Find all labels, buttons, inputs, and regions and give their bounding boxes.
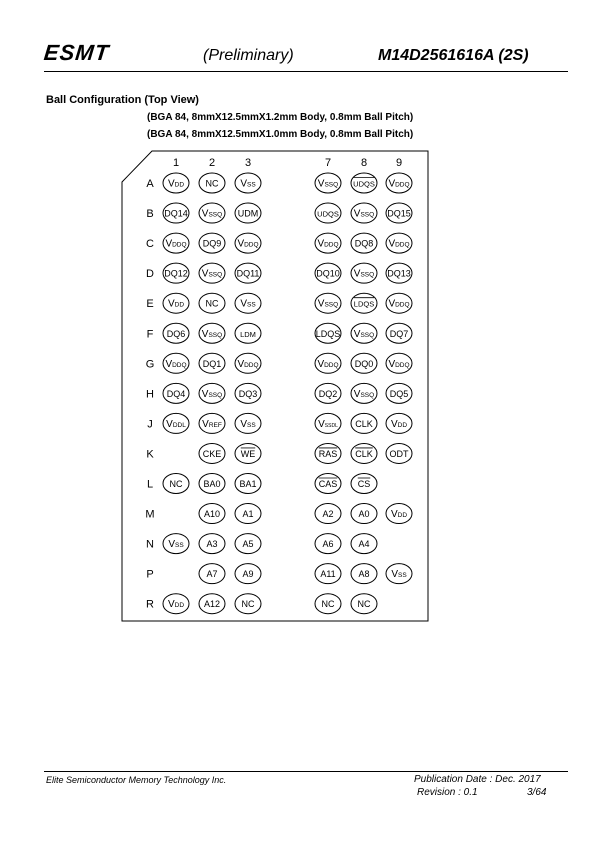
ball-C3	[235, 233, 261, 253]
ball-signal: VDDQ	[165, 238, 187, 250]
ball-L3	[235, 474, 261, 494]
ball-signal: CAS	[318, 479, 338, 489]
ball-signal: VSSQ	[201, 388, 223, 400]
ball-R8	[351, 594, 377, 614]
ball-G8	[351, 353, 377, 373]
ball-signal: VSSQ	[353, 388, 375, 400]
ball-signal: VDDL	[166, 418, 186, 430]
ball-signal: A3	[206, 539, 218, 550]
ball-signal: WE	[240, 448, 256, 459]
ball-signal: CLK	[355, 448, 373, 459]
ball-signal: LDM	[240, 329, 256, 339]
ball-H8	[351, 383, 377, 403]
ball-signal: VDDQ	[165, 358, 187, 370]
row-label: R	[146, 598, 154, 611]
ball-B7	[315, 203, 341, 223]
ball-signal: VDD	[167, 178, 185, 190]
ball-signal: NC	[169, 479, 183, 489]
ball-signal: DQ10	[316, 268, 340, 279]
column-label: 9	[395, 157, 403, 169]
ball-signal: NC	[241, 599, 255, 610]
column-label: 2	[208, 157, 216, 169]
ball-M2	[199, 504, 225, 524]
row-label: B	[146, 208, 154, 221]
ball-K9	[386, 443, 412, 463]
ball-G9	[386, 353, 412, 373]
ball-B1	[163, 203, 189, 223]
ball-signal: VDDQ	[388, 178, 410, 190]
ball-signal: UDM	[237, 208, 259, 219]
ball-H9	[386, 383, 412, 403]
ball-D8	[351, 263, 377, 283]
ball-R3	[235, 594, 261, 614]
brand-logo: ESMT	[42, 40, 111, 65]
column-label: 8	[360, 157, 368, 169]
ball-G2	[199, 353, 225, 373]
ball-signal: DQ8	[354, 238, 374, 249]
ball-L7	[315, 474, 341, 494]
ball-P3	[235, 564, 261, 584]
ball-R1	[163, 594, 189, 614]
ball-signal: A11	[320, 569, 336, 580]
ball-signal: VSS	[240, 178, 256, 190]
ball-E3	[235, 293, 261, 313]
ball-signal: VDDQ	[317, 238, 339, 250]
ball-signal: NC	[321, 599, 335, 610]
ball-signal: UDQS	[353, 179, 375, 189]
row-label: E	[146, 298, 154, 311]
ball-E9	[386, 293, 412, 313]
ball-signal: A12	[203, 599, 221, 610]
ball-signal: DQ7	[389, 328, 409, 339]
ball-N2	[199, 534, 225, 554]
revision: Revision : 0.1	[417, 787, 478, 798]
row-label: D	[146, 268, 154, 281]
ball-A1	[163, 173, 189, 193]
ball-signal: DQ15	[387, 208, 411, 219]
ball-signal: A0	[358, 509, 370, 520]
package-line-2: (BGA 84, 8mmX12.5mmX1.0mm Body, 0.8mm Ball Pitch)	[147, 129, 414, 140]
ball-signal: A6	[322, 539, 334, 550]
ball-signal: VSSQ	[317, 178, 339, 190]
ball-L1	[163, 474, 189, 494]
ball-R2	[199, 594, 225, 614]
document-status: (Preliminary)	[203, 47, 294, 64]
ball-R7	[315, 594, 341, 614]
ball-P2	[199, 564, 225, 584]
ball-C8	[351, 233, 377, 253]
ball-signal: CLK	[355, 418, 373, 429]
ball-B2	[199, 203, 225, 223]
ball-signal: VSSQ	[353, 208, 375, 220]
ball-signal: VSS	[168, 539, 184, 551]
package-line-1: (BGA 84, 8mmX12.5mmX1.2mm Body, 0.8mm Ball Pitch)	[147, 112, 414, 123]
ball-M7	[315, 504, 341, 524]
ball-signal: A5	[242, 539, 254, 550]
publication-date: Publication Date : Dec. 2017	[414, 774, 541, 785]
column-label: 1	[172, 157, 180, 169]
row-label: L	[146, 478, 154, 491]
ball-G1	[163, 353, 189, 373]
row-label: M	[145, 508, 155, 521]
row-label: K	[146, 448, 154, 461]
ball-K2	[199, 443, 225, 463]
ball-F1	[163, 323, 189, 343]
ball-signal: VDDQ	[237, 238, 259, 250]
ball-L2	[199, 474, 225, 494]
ball-F3	[235, 323, 261, 343]
ball-signal: VSSQ	[201, 328, 223, 340]
page-number: 3/64	[527, 787, 547, 798]
ball-signal: DQ2	[318, 388, 338, 399]
footer-rule	[44, 771, 568, 772]
part-number: M14D2561616A (2S)	[378, 47, 529, 64]
ball-signal: VDD	[390, 509, 408, 521]
ball-L8	[351, 474, 377, 494]
ball-K7	[315, 443, 341, 463]
ball-K8	[351, 443, 377, 463]
ball-signal: VSSQ	[201, 268, 223, 280]
ball-signal: NC	[205, 298, 219, 309]
ball-signal: CKE	[202, 448, 222, 459]
ball-signal: VSSQ	[353, 268, 375, 280]
ball-signal: DQ4	[166, 388, 186, 399]
ball-D7	[315, 263, 341, 283]
ball-signal: ODT	[389, 448, 409, 459]
company-name: Elite Semiconductor Memory Technology Inc.	[46, 775, 227, 785]
ball-signal: VSSDL	[318, 418, 338, 430]
ball-F8	[351, 323, 377, 343]
ball-signal: DQ6	[166, 328, 186, 339]
ball-signal: DQ3	[238, 388, 258, 399]
ball-B3	[235, 203, 261, 223]
ball-signal: DQ11	[236, 268, 260, 279]
ball-D2	[199, 263, 225, 283]
ball-A9	[386, 173, 412, 193]
ball-signal: VDD	[167, 298, 185, 310]
ball-C9	[386, 233, 412, 253]
ball-M3	[235, 504, 261, 524]
ball-C2	[199, 233, 225, 253]
ball-signal: VSSQ	[201, 208, 223, 220]
ball-signal: A2	[322, 509, 334, 520]
ball-N8	[351, 534, 377, 554]
ball-signal: A7	[206, 569, 218, 580]
ball-H2	[199, 383, 225, 403]
ball-J3	[235, 413, 261, 433]
ball-signal: VDDQ	[388, 298, 410, 310]
ball-P8	[351, 564, 377, 584]
ball-signal: DQ12	[164, 268, 188, 279]
ball-N7	[315, 534, 341, 554]
ball-signal: VDD	[390, 418, 408, 430]
ball-J7	[315, 413, 341, 433]
row-label: H	[146, 388, 154, 401]
ball-K3	[235, 443, 261, 463]
row-label: J	[147, 418, 153, 431]
ball-signal: VSS	[240, 418, 256, 430]
ball-B9	[386, 203, 412, 223]
ball-signal: LDQS	[315, 328, 341, 339]
ball-M9	[386, 504, 412, 524]
ball-signal: LDQS	[353, 299, 375, 309]
ball-signal: VDDQ	[388, 358, 410, 370]
ball-J8	[351, 413, 377, 433]
ball-signal: VREF	[202, 418, 222, 430]
column-label: 7	[324, 157, 332, 169]
ball-D9	[386, 263, 412, 283]
ball-P7	[315, 564, 341, 584]
ball-P9	[386, 564, 412, 584]
ball-B8	[351, 203, 377, 223]
ball-M8	[351, 504, 377, 524]
ball-signal: A10	[203, 509, 221, 520]
ball-signal: A1	[242, 509, 254, 520]
ball-H7	[315, 383, 341, 403]
ball-signal: BA0	[203, 479, 221, 489]
ball-A2	[199, 173, 225, 193]
ball-signal: VSSQ	[317, 298, 339, 310]
ball-signal: DQ14	[164, 208, 188, 219]
ball-J2	[199, 413, 225, 433]
row-label: N	[146, 538, 154, 551]
ball-signal: DQ5	[389, 388, 409, 399]
row-label: P	[146, 568, 154, 581]
ball-F2	[199, 323, 225, 343]
row-label: G	[145, 358, 155, 371]
ball-E2	[199, 293, 225, 313]
ball-signal: NC	[205, 178, 219, 189]
ball-A8	[351, 173, 377, 193]
ball-N1	[163, 534, 189, 554]
ball-signal: VDDQ	[317, 358, 339, 370]
ball-F7	[315, 323, 341, 343]
section-title: Ball Configuration (Top View)	[46, 94, 199, 106]
ball-signal: A4	[358, 539, 370, 550]
ball-signal: NC	[357, 599, 371, 610]
ball-signal: VDDQ	[237, 358, 259, 370]
ball-N3	[235, 534, 261, 554]
ball-signal: VDDQ	[388, 238, 410, 250]
ball-C7	[315, 233, 341, 253]
ball-A7	[315, 173, 341, 193]
ball-signal: RAS	[318, 448, 338, 459]
ball-D1	[163, 263, 189, 283]
ball-signal: DQ1	[202, 358, 222, 369]
ball-A3	[235, 173, 261, 193]
ball-G7	[315, 353, 341, 373]
ball-E1	[163, 293, 189, 313]
ball-C1	[163, 233, 189, 253]
ball-J1	[163, 413, 189, 433]
row-label: F	[146, 328, 154, 341]
ball-signal: DQ13	[387, 268, 411, 279]
ball-signal: VSS	[391, 569, 407, 581]
ball-signal: DQ9	[202, 238, 222, 249]
ball-signal: DQ0	[354, 358, 374, 369]
ball-signal: CS	[357, 479, 371, 489]
row-label: A	[146, 178, 154, 190]
ball-H1	[163, 383, 189, 403]
ball-E8	[351, 293, 377, 313]
ball-signal: A8	[358, 569, 370, 580]
ball-signal: UDQS	[317, 209, 339, 219]
ball-signal: A9	[242, 569, 254, 580]
row-label: C	[146, 238, 154, 251]
ball-E7	[315, 293, 341, 313]
ball-G3	[235, 353, 261, 373]
ball-signal: VSS	[240, 298, 256, 310]
ball-signal: VSSQ	[353, 328, 375, 340]
ball-D3	[235, 263, 261, 283]
ball-J9	[386, 413, 412, 433]
column-label: 3	[244, 157, 252, 169]
ball-H3	[235, 383, 261, 403]
ball-signal: VDD	[167, 599, 185, 611]
ball-signal: BA1	[239, 479, 257, 489]
ball-F9	[386, 323, 412, 343]
